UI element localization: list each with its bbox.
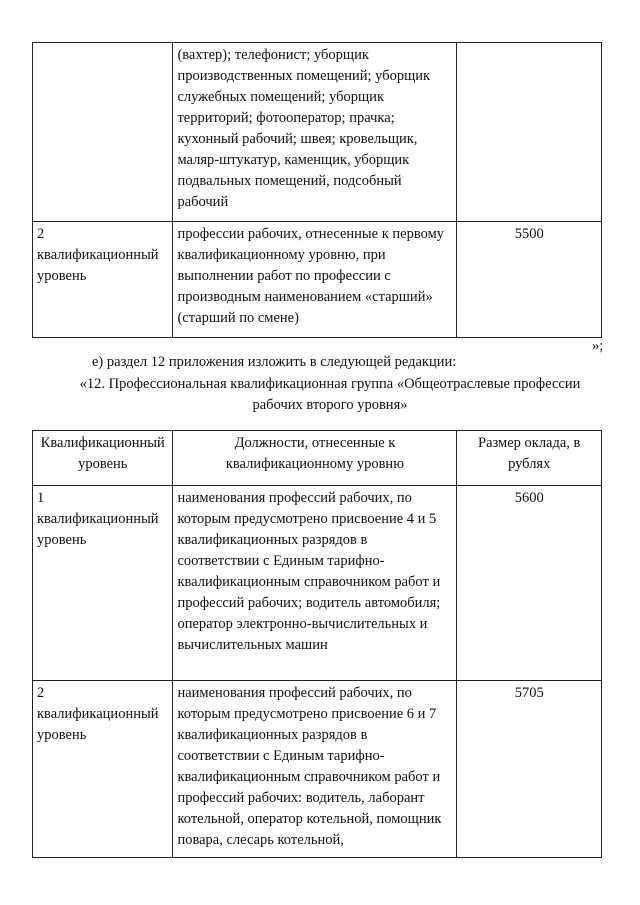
table-row	[33, 486, 602, 681]
salary-cell: 5500	[457, 222, 602, 338]
salary-cell: 5705	[457, 681, 602, 858]
table-header-row	[33, 431, 602, 486]
positions-cell: наименования профессий рабочих, по которым предусмотрено присвоение 4 и 5 квалификационных разрядов в соответствии с Единым тарифно-квалификационным справочником работ и профессий рабочих; водитель автомобиля; оператор электронно-вычислительных и вычислительных машин	[173, 486, 457, 681]
table-row	[33, 681, 602, 858]
salary-table-section-12	[32, 430, 602, 858]
table-row	[33, 43, 602, 222]
closing-quote-mark: »;	[592, 338, 604, 354]
header-positions: Должности, отнесенные к квалификационному уровню	[173, 431, 457, 486]
level-cell: 2 квалификационный уровень	[33, 222, 173, 338]
header-salary: Размер оклада, в рублях	[457, 431, 602, 486]
positions-cell: профессии рабочих, отнесенные к первому квалификационному уровню, при выполнении работ по профессии с производным наименованием «старший» (старший по смене)	[173, 222, 457, 338]
level-cell	[33, 43, 173, 222]
continued-salary-table	[32, 42, 602, 338]
salary-cell: 5600	[457, 486, 602, 681]
positions-cell: наименования профессий рабочих, по которым предусмотрено присвоение 6 и 7 квалификационных разрядов в соответствии с Единым тарифно-квалификационным справочником работ и профессий рабочих: водитель, лаборант котельной, оператор котельной, помощник повара, слесарь котельной,	[173, 681, 457, 858]
positions-cell: (вахтер); телефонист; уборщик производственных помещений; уборщик служебных помещений; уборщик территорий; фотооператор; прачка; кухонный рабочий; швея; кровельщик, маляр-штукатур, каменщик, уборщик подвальных помещений, подсобный рабочий	[173, 43, 457, 222]
header-level: Квалификационный уровень	[33, 431, 173, 486]
table-row	[33, 222, 602, 338]
level-cell: 1 квалификационный уровень	[33, 486, 173, 681]
salary-cell	[457, 43, 602, 222]
section-heading: «12. Профессиональная квалификационная группа «Общеотраслевые профессии рабочих второго уровня»	[79, 376, 581, 413]
level-cell: 2 квалификационный уровень	[33, 681, 173, 858]
amendment-paragraph: е) раздел 12 приложения изложить в следующей редакции:	[92, 354, 457, 370]
